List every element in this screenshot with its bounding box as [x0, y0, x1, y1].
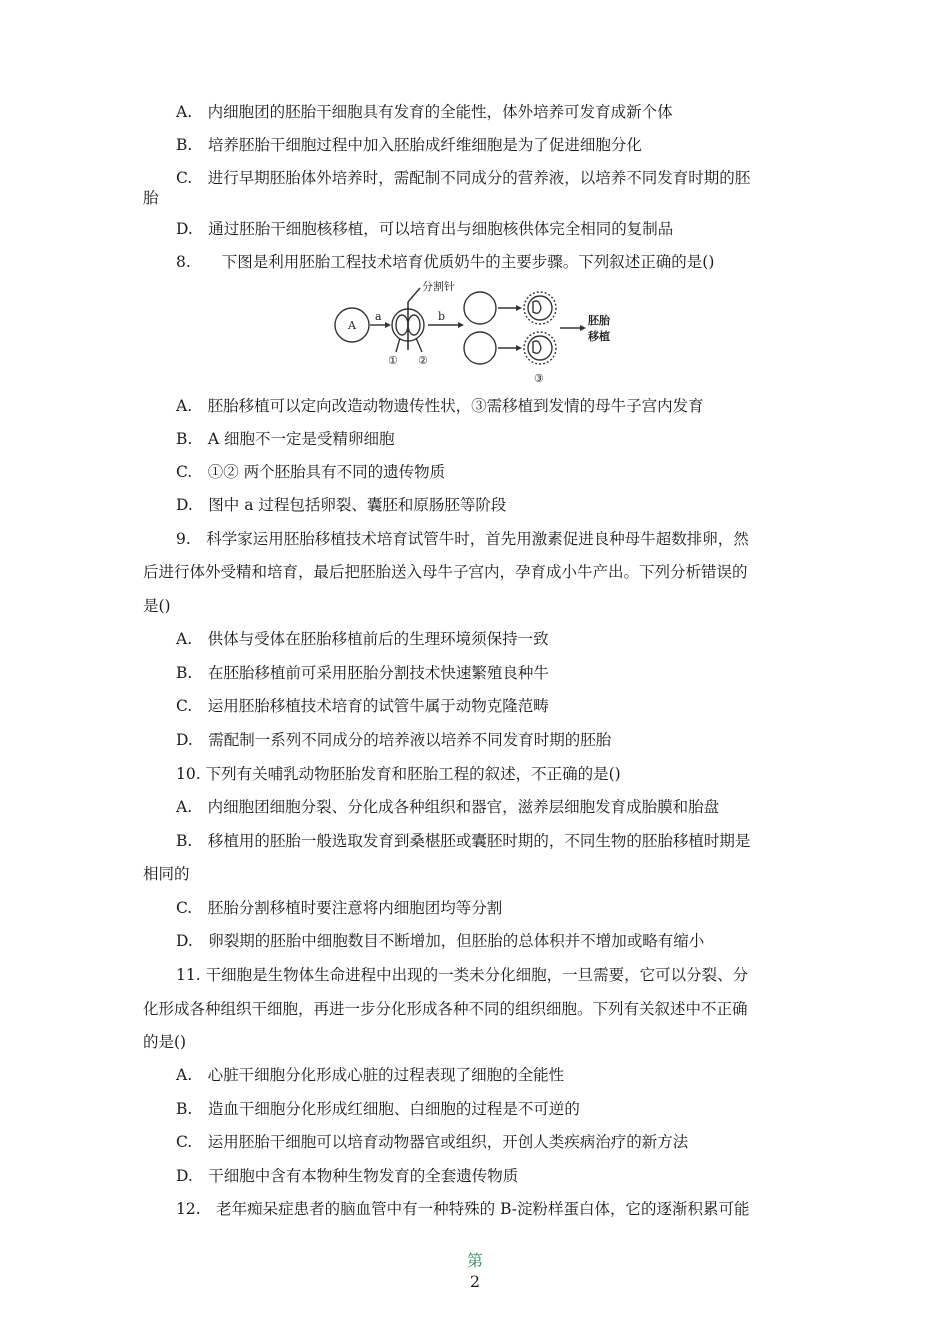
q9-option-c: C. 运用胚胎移植技术培育的试管牛属于动物克隆范畴: [176, 697, 549, 715]
q8-option-a: A. 胚胎移植可以定向改造动物遗传性状，③需移植到发情的母牛子宫内发育: [176, 397, 704, 415]
q9-option-a: A. 供体与受体在胚胎移植前后的生理环境须保持一致: [176, 630, 549, 648]
q10-option-b-cont: 相同的: [143, 865, 190, 883]
q10-stem: 10. 下列有关哺乳动物胚胎发育和胚胎工程的叙述，不正确的是(): [176, 765, 621, 783]
q7-option-c-cont: 胎: [143, 189, 159, 207]
q10-option-a: A. 内细胞团细胞分裂、分化成各种组织和器官，滋养层细胞发育成胎膜和胎盘: [176, 798, 720, 816]
embryo-splitting-diagram: [330, 280, 630, 390]
arrow-b-label: b: [438, 310, 446, 323]
q8-option-b: B. A 细胞不一定是受精卵细胞: [176, 430, 395, 448]
result-label-line2: 移植: [588, 330, 610, 343]
needle-label: 分割针: [422, 280, 455, 293]
q9-option-d: D. 需配制一系列不同成分的培养液以培养不同发育时期的胚胎: [176, 731, 612, 749]
q7-option-b: B. 培养胚胎干细胞过程中加入胚胎成纤维细胞是为了促进细胞分化: [176, 136, 642, 154]
half-embryo-bottom: [464, 332, 496, 364]
q9-stem-1: 9. 科学家运用胚胎移植技术培育试管牛时，首先用激素促进良种母牛超数排卵，然: [176, 530, 749, 548]
q10-option-d: D. 卵裂期的胚胎中细胞数目不断增加，但胚胎的总体积并不增加或略有缩小: [176, 932, 705, 950]
q9-stem-3: 是(): [143, 597, 171, 615]
arrow-a-label: a: [375, 310, 382, 323]
q8-option-d: D. 图中 a 过程包括卵裂、囊胚和原肠胚等阶段: [176, 496, 507, 514]
q11-option-c: C. 运用胚胎干细胞可以培育动物器官或组织，开创人类疾病治疗的新方法: [176, 1133, 689, 1151]
q8-stem: 8. 下图是利用胚胎工程技术培育优质奶牛的主要步骤。下列叙述正确的是(): [176, 253, 715, 271]
q7-option-d: D. 通过胚胎干细胞核移植，可以培育出与细胞核供体完全相同的复制品: [176, 220, 674, 238]
q11-option-d: D. 干细胞中含有本物种生物发育的全套遗传物质: [176, 1167, 519, 1185]
q11-stem-3: 的是(): [143, 1033, 187, 1051]
result-label-line1: 胚胎: [588, 314, 610, 327]
page-footer-label: 第: [466, 1251, 483, 1270]
label-1: ①: [388, 354, 398, 367]
q9-stem-2: 后进行体外受精和培育，最后把胚胎送入母牛子宫内，孕育成小牛产出。下列分析错误的: [143, 563, 748, 581]
label-3: ③: [534, 372, 544, 385]
q7-option-c: C. 进行早期胚胎体外培养时，需配制不同成分的营养液，以培养不同发育时期的胚: [176, 169, 751, 187]
q10-option-c: C. 胚胎分割移植时要注意将内细胞团均等分割: [176, 899, 503, 917]
page-number: 2: [469, 1272, 481, 1291]
q11-option-b: B. 造血干细胞分化形成红细胞、白细胞的过程是不可逆的: [176, 1100, 580, 1118]
q11-stem-2: 化形成各种组织干细胞，再进一步分化形成各种不同的组织细胞。下列有关叙述中不正确: [143, 1000, 748, 1018]
q11-option-a: A. 心脏干细胞分化形成心脏的过程表现了细胞的全能性: [176, 1066, 565, 1084]
q9-option-b: B. 在胚胎移植前可采用胚胎分割技术快速繁殖良种牛: [176, 664, 549, 682]
q8-option-c: C. ①② 两个胚胎具有不同的遗传物质: [176, 463, 446, 481]
cultured-embryo-top: [524, 292, 556, 324]
half-embryo-top: [464, 292, 496, 324]
q7-option-a: A. 内细胞团的胚胎干细胞具有发育的全能性，体外培养可发育成新个体: [176, 103, 673, 121]
q12-stem-1: 12. 老年痴呆症患者的脑血管中有一种特殊的 B-淀粉样蛋白体，它的逐渐积累可能: [176, 1200, 750, 1218]
q10-option-b: B. 移植用的胚胎一般选取发育到桑椹胚或囊胚时期的，不同生物的胚胎移植时期是: [176, 832, 751, 850]
cell-a-label: A: [348, 319, 356, 332]
q11-stem-1: 11. 干细胞是生物体生命进程中出现的一类未分化细胞，一旦需要，它可以分裂、分: [176, 966, 749, 984]
cultured-embryo-bottom: [524, 332, 556, 364]
label-2: ②: [418, 354, 428, 367]
